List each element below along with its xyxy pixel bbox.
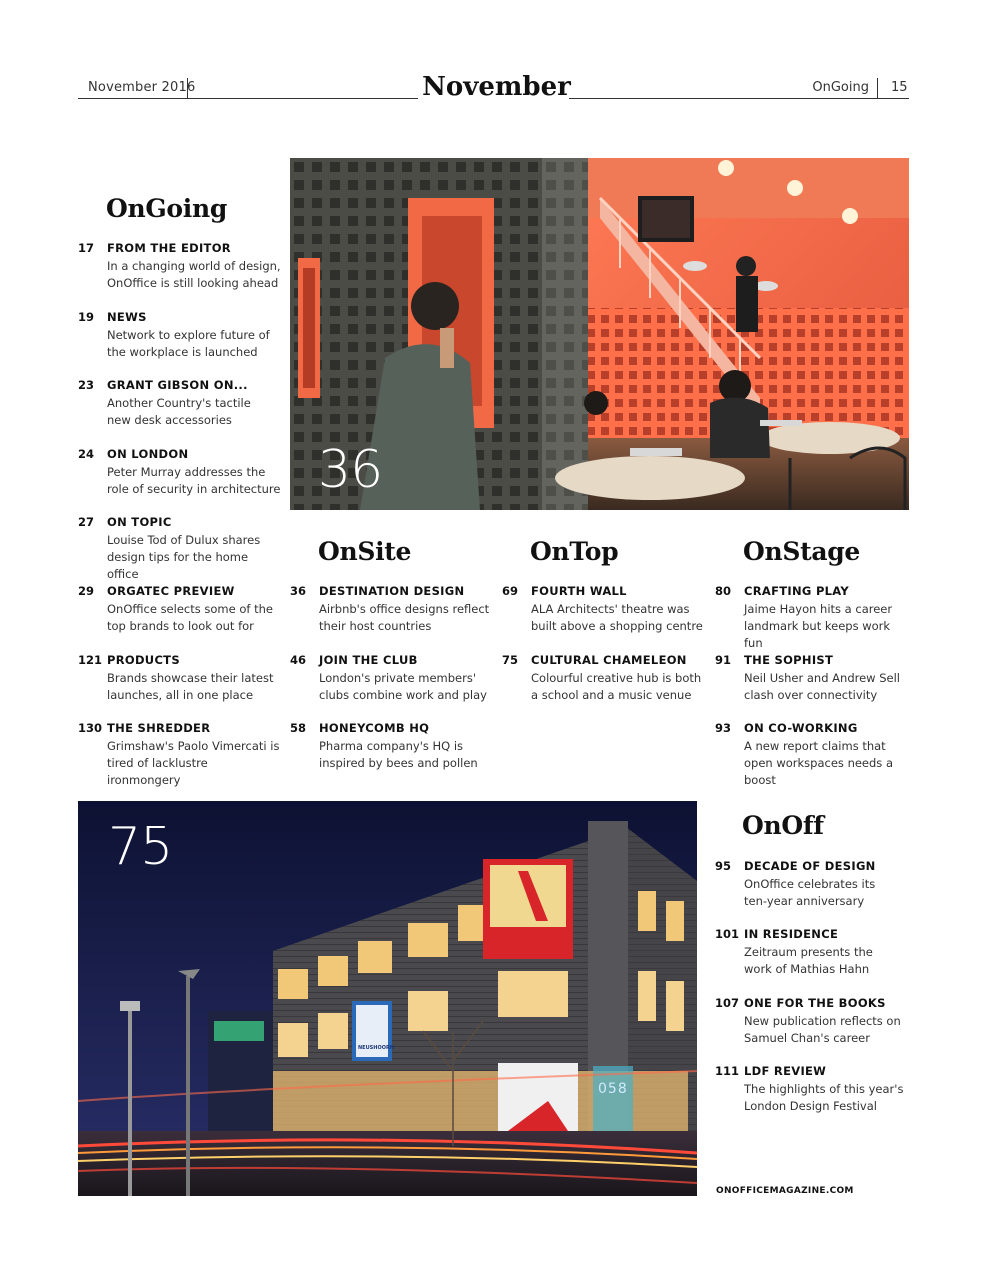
entry-page-number: 121 [78,653,103,667]
feature-photo-building-night[interactable] [78,801,697,1196]
entry-description: Grimshaw's Paolo Vimercati is tired of lacklustre ironmongery [107,739,280,787]
entry-page-number: 91 [715,653,732,667]
office-interior-illustration [290,158,909,510]
entry-headline: PRODUCTS [107,653,180,667]
section-title-onstage: OnStage [743,537,861,566]
feature-photo-office-interior[interactable] [290,158,909,510]
entry-page-number: 17 [78,241,95,255]
entry-page-number: 23 [78,378,95,392]
entry-description: Pharma company's HQ is inspired by bees and pollen [319,739,478,770]
entry-headline: ORGATEC PREVIEW [107,584,235,598]
section-title-onsite: OnSite [318,537,412,566]
entry-page-number: 58 [290,721,307,735]
entry-description: ALA Architects' theatre was built above a shopping centre [531,602,703,633]
entry-page-number: 46 [290,653,307,667]
feature-page-number-36: 36 [318,440,383,500]
entry-description: The highlights of this year's London Design Festival [744,1082,904,1113]
entry-description: New publication reflects on Samuel Chan's career [744,1014,901,1045]
page-number: 15 [891,80,908,95]
entry-description: A new report claims that open workspaces needs a boost [744,739,894,787]
entry-headline: THE SHREDDER [107,721,211,735]
entry-headline: ONE FOR THE BOOKS [744,996,886,1010]
entry-page-number: 75 [502,653,519,667]
building-sign-text: NEUSHOORN [358,1045,394,1051]
entry-page-number: 19 [78,310,95,324]
entry-page-number: 107 [715,996,740,1010]
building-number-text: 058 [598,1081,628,1097]
entry-page-number: 36 [290,584,307,598]
entry-headline: DECADE OF DESIGN [744,859,876,873]
entry-headline: CRAFTING PLAY [744,584,850,598]
entry-description: Peter Murray addresses the role of security in architecture [107,465,281,496]
entry-description: In a changing world of design, OnOffice is still looking ahead [107,259,281,290]
entry-headline: FOURTH WALL [531,584,627,598]
entry-headline: ON LONDON [107,447,189,461]
entry-description: Louise Tod of Dulux shares design tips for the home office [107,533,261,581]
entry-page-number: 130 [78,721,103,735]
entry-page-number: 29 [78,584,95,598]
entry-page-number: 24 [78,447,95,461]
entry-description: Zeitraum presents the work of Mathias Hahn [744,945,873,976]
entry-description: OnOffice celebrates its ten-year anniversary [744,877,876,908]
entry-headline: LDF REVIEW [744,1064,827,1078]
entry-description: Another Country's tactile new desk accessories [107,396,251,427]
issue-date: November 2016 [88,80,196,95]
section-title-ontop: OnTop [530,537,619,566]
entry-page-number: 69 [502,584,519,598]
entry-headline: DESTINATION DESIGN [319,584,465,598]
section-name: OnGoing [812,80,869,95]
section-title-ongoing: OnGoing [106,194,228,223]
entry-description: London's private members' clubs combine work and play [319,671,487,702]
entry-page-number: 27 [78,515,95,529]
feature-page-number-75: 75 [108,817,173,877]
website-link[interactable]: ONOFFICEMAGAZINE.COM [716,1186,854,1196]
entry-page-number: 111 [715,1064,740,1078]
entry-description: Colourful creative hub is both a school and a music venue [531,671,702,702]
entry-headline: IN RESIDENCE [744,927,839,941]
entry-headline: FROM THE EDITOR [107,241,231,255]
entry-description: Airbnb's office designs reflect their host countries [319,602,490,633]
entry-page-number: 80 [715,584,732,598]
entry-headline: GRANT GIBSON ON... [107,378,248,392]
entry-description: Neil Usher and Andrew Sell clash over connectivity [744,671,901,702]
entry-description: Jaime Hayon hits a career landmark but keeps work fun [744,602,893,650]
entry-headline: JOIN THE CLUB [319,653,418,667]
page-title: November [422,72,571,102]
entry-page-number: 101 [715,927,740,941]
entry-description: Brands showcase their latest launches, all in one place [107,671,274,702]
entry-description: Network to explore future of the workplace is launched [107,328,270,359]
entry-headline: THE SOPHIST [744,653,834,667]
entry-description: OnOffice selects some of the top brands to look out for [107,602,273,633]
entry-headline: ON TOPIC [107,515,172,529]
entry-headline: NEWS [107,310,147,324]
entry-page-number: 93 [715,721,732,735]
entry-headline: CULTURAL CHAMELEON [531,653,687,667]
entry-headline: HONEYCOMB HQ [319,721,430,735]
entry-page-number: 95 [715,859,732,873]
entry-headline: ON CO-WORKING [744,721,858,735]
section-title-onoff: OnOff [742,811,824,840]
